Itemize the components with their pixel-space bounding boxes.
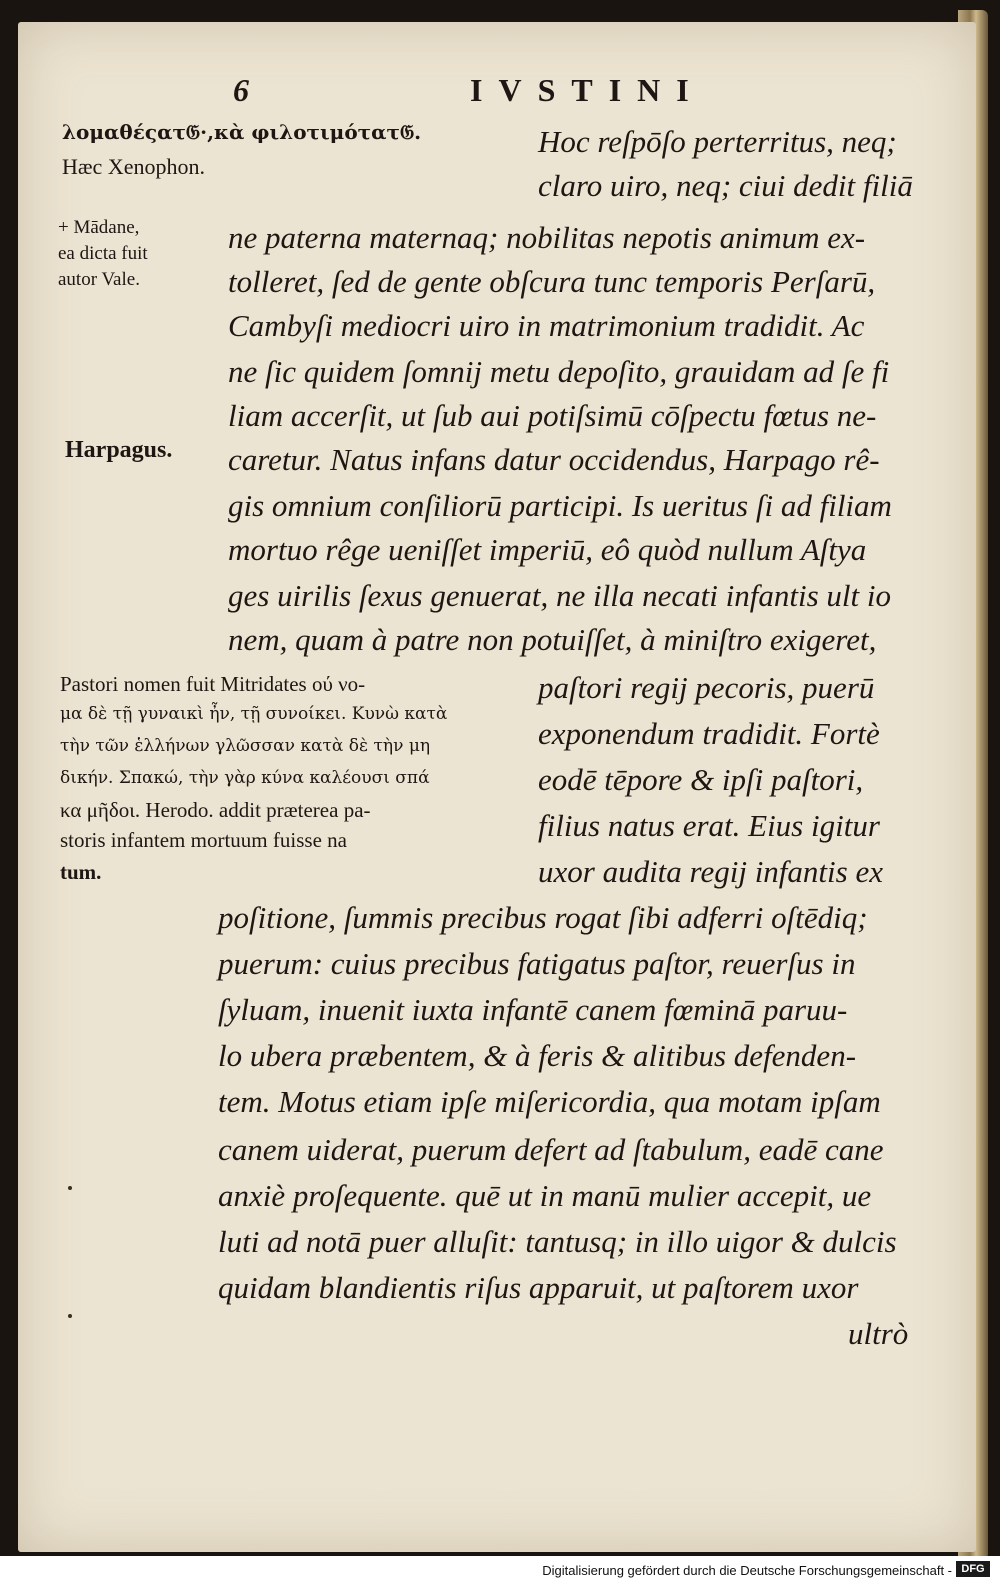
text-line: tolleret, ſed de gente obſcura tunc temporis Perſarū, [228,264,876,299]
text-line: puerum: cuius precibus fatigatus paſtor, reuerſus in [218,946,856,981]
margin-note-xenophon-greek: λομαθέςατ𝔊·,κὰ φιλοτιμότατ𝔊. [62,120,422,144]
text-line: ne ſic quidem ſomnij metu depoſito, grauidam ad ſe fi [228,354,890,389]
page-number: 6 [233,72,249,108]
text-line: quidam blandientis riſus apparuit, ut paſtorem uxor [218,1270,859,1305]
text-line: ne paterna maternaq; nobilitas nepotis animum ex- [228,220,866,255]
margin-note-pastori-line: tum. [60,860,102,884]
footer-text: Digitalisierung gefördert durch die Deutsche Forschungsgemeinschaft - [542,1563,952,1578]
text-line: mortuo rêge ueniſſet imperiū, eô quòd nullum Aſtya [228,532,867,567]
text-line: exponendum tradidit. Fortè [538,716,880,751]
margin-note-harpagus: Harpagus. [65,437,173,463]
text-line: gis omnium conſiliorū participi. Is ueritus ſi ad filiam [228,488,892,523]
margin-note-xenophon-latin: Hæc Xenophon. [62,154,205,179]
text-line: ſyluam, inuenit iuxta infantē canem fœminā paruu- [218,992,848,1027]
text-line: uxor audita regij infantis ex [538,854,883,889]
margin-note-pastori-line: Pastori nomen fuit Mitridates ού νο- [60,672,366,696]
text-line: liam accerſit, ut ſub aui potiſsimū cōſpectu fœtus ne- [228,398,877,433]
running-head: IVSTINI [470,72,705,108]
text-line: poſitione, ſummis precibus rogat ſibi adferri oſtēdiq; [218,900,868,935]
text-line: claro uiro, neq; ciui dedit filiā [538,168,913,203]
text-line: caretur. Natus infans datur occidendus, Harpago rê- [228,442,880,477]
margin-note-mandane-line: autor Vale. [58,269,140,290]
text-line: nem, quam à patre non potuiſſet, à miniſtro exigeret, [228,622,877,657]
margin-mark [68,1186,72,1190]
text-line: eodē tēpore & ipſi paſtori, [538,762,864,797]
margin-note-mandane-line: ea dicta fuit [58,243,148,264]
margin-note-pastori-line: δικήν. Σπακώ, τὴν γὰρ κύνα καλέουσι σπά [60,768,430,788]
text-line: anxiè proſequente. quē ut in manū mulier accepit, ue [218,1178,872,1213]
text-line: canem uiderat, puerum defert ad ſtabulum, eadē cane [218,1132,884,1167]
text-line: filius natus erat. Eius igitur [538,808,880,843]
text-line: Cambyſi mediocri uiro in matrimonium tradidit. Ac [228,308,865,343]
catchword: ultrò [848,1316,909,1351]
margin-note-pastori-line: μα δὲ τῇ γυναικὶ ἦν, τῇ συνοίκει. Κυνὼ κατὰ [60,704,448,724]
text-line: paſtori regij pecoris, puerū [538,670,875,705]
margin-note-pastori-line: κα μῆδοι. Herodo. addit præterea pa- [60,798,371,822]
margin-note-mandane-line: + Mādane, [58,217,140,238]
dfg-logo: DFG [956,1561,990,1577]
margin-mark [68,1314,72,1318]
text-line: Hoc reſpōſo perterritus, neq; [538,124,897,159]
text-line: tem. Motus etiam ipſe miſericordia, qua motam ipſam [218,1084,881,1119]
margin-note-pastori-line: storis infantem mortuum fuisse na [60,828,347,852]
margin-note-pastori-line: τὴν τῶν ἑλλήνων γλῶσσαν κατὰ δὲ τὴν μη [60,736,431,756]
text-line: ges uirilis ſexus genuerat, ne illa necati infantis ult io [228,578,891,613]
text-line: lo ubera præbentem, & à feris & alitibus defenden- [218,1038,857,1073]
text-line: luti ad notā puer alluſit: tantusq; in illo uigor & dulcis [218,1224,897,1259]
